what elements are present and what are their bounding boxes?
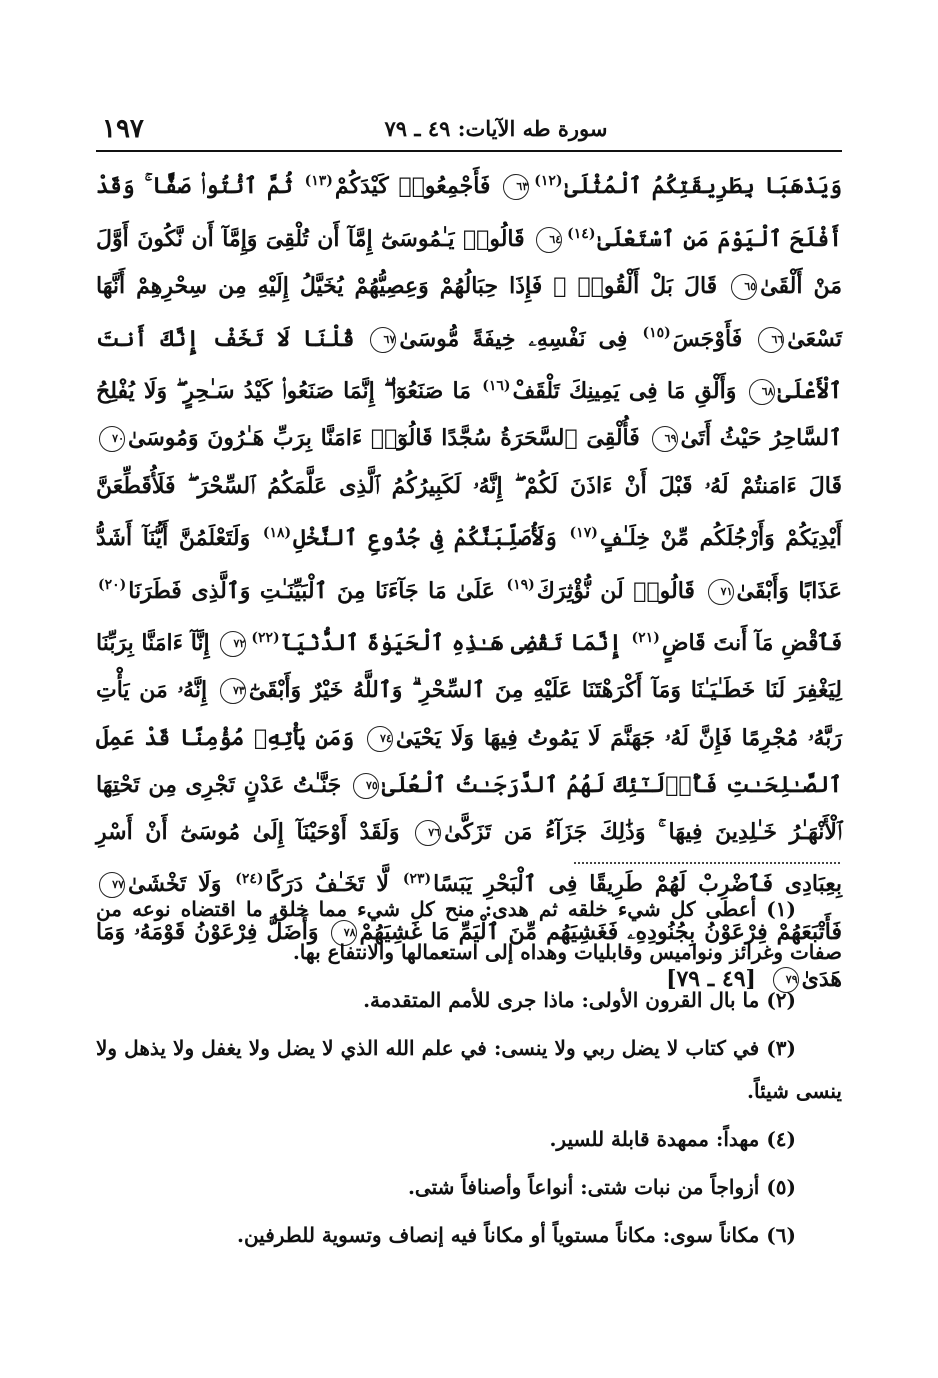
- verse-text: وَلَا تَخْشَىٰ: [128, 871, 222, 898]
- footnote-ref: (١٩): [506, 577, 535, 594]
- page-header: [96, 110, 842, 150]
- ayah-number-marker: ٧٦: [415, 820, 441, 846]
- verse-segment: [261, 525, 557, 551]
- ayah-number-marker: ٧٢: [220, 631, 246, 657]
- verse-text: فَأَوْجَسَ: [672, 325, 743, 352]
- verse-text: وَأَلْقِ مَا فِى يَمِينِكَ تَلْقَفْ: [512, 378, 737, 405]
- verse-text: مَا صَنَعُوٓا۟ ۖ إِنَّمَا صَنَعُوا۟ كَيْدُ سَـٰحِرٍ ۖ وَلَا يُفْلِحُ ٱلسَّاحِرُ حَيْثُ أَتَىٰ: [96, 378, 842, 452]
- verse-text: قُلْنَا لَا تَخَفْ إِنَّكَ أَنتَ ٱلْأَعْلَىٰ: [96, 325, 843, 405]
- verse-text: قَالَ بَلْ أَلْقُوا۟ ۖ فَإِذَا حِبَالُهُمْ وَعِصِيُّهُمْ يُخَيَّلُ إِلَيْهِ مِن سِحْرِهِمْ أَنَّهَا تَسْعَىٰ: [96, 273, 842, 352]
- verse-segment: [480, 378, 736, 404]
- verse-text: فَأُلْقِىَ ٱلسَّحَرَةُ سُجَّدًا قَالُوٓا۟ ءَامَنَّا بِرَبِّ هَـٰرُونَ وَمُوسَىٰ: [128, 425, 640, 452]
- footnote-ref: (١٨): [262, 524, 292, 541]
- verse-text: وَلَأُصَلِّبَنَّكُمْ فِى جُذُوعِ ٱلنَّخْلِ: [293, 525, 557, 552]
- footnote-ref: (٢٠): [98, 577, 127, 594]
- verse-segment: [500, 173, 842, 199]
- footnote-ref: (٢١): [631, 629, 660, 646]
- verse-text: إِنَّمَا تَقْضِى هَـٰذِهِ ٱلْحَيَوٰةَ ٱلدُّنْيَآ: [281, 630, 622, 657]
- footnote-ref: (٢٢): [251, 629, 280, 646]
- ayah-number-marker: ٦٣: [503, 174, 529, 200]
- verse-text: وَأَضَلَّ فِرْعَوْنُ قَوْمَهُۥ وَمَا هَدَىٰ: [96, 918, 842, 992]
- verse-text: وَلَقَدْ أَوْحَيْنَآ إِلَىٰ مُوسَىٰٓ أَنْ أَسْرِ بِعِبَادِى فَٱضْرِبْ لَهُمْ طَرِيقًا فِى ٱلْبَحْرِ يَبَسًا: [96, 818, 842, 898]
- verse-segment: [96, 578, 495, 604]
- verse-text: فِى نَفْسِهِۦ خِيفَةً مُّوسَىٰ: [399, 325, 628, 352]
- verse-text: إِنَّآ ءَامَنَّا بِرَبِّنَا لِيَغْفِرَ لَنَا خَطَـٰيَـٰنَا وَمَآ أَكْرَهْتَنَا عَلَيْهِ مِنَ ٱلسِّحْرِ ۗ وَٱللَّهُ خَيْرٌ وَأَبْقَىٰٓ: [96, 630, 842, 704]
- footnote-divider: [574, 862, 840, 864]
- page-number: ١٩٧: [102, 114, 144, 144]
- ayah-number-marker: ٦٩: [652, 426, 678, 452]
- verse-text: فَأَتْبَعَهُمْ فِرْعَوْنُ بِجُنُودِهِۦ فَغَشِيَهُم مِّنَ ٱلْيَمِّ مَا غَشِيَهُمْ: [359, 918, 842, 945]
- footnote-ref: (١٤): [567, 225, 596, 242]
- verse-text: عَلَىٰ مَا جَآءَنَا مِنَ ٱلْبَيِّنَـٰتِ وَٱلَّذِى فَطَرَنَا: [128, 577, 495, 604]
- verse-text: فَٱقْضِ مَآ أَنتَ قَاضٍ: [661, 630, 842, 657]
- verse-range-reference: [٤٩ ـ ٧٩]: [666, 965, 756, 992]
- surah-title: سورة طه الآيات: ٤٩ ـ ٧٩: [384, 116, 608, 141]
- verse-text: قَالَ ءَامَنتُمْ لَهُۥ قَبْلَ أَنْ ءَاذَنَ لَكُمْ ۖ إِنَّهُۥ لَكَبِيرُكُمُ ٱلَّذِى عَلَّمَكُمُ ٱلسِّحْرَ ۖ فَلَأُقَطِّعَنَّ أَيْدِيَكُمْ وَأَرْجُلَكُم مِّنْ خِلَـٰفٍ: [96, 472, 842, 552]
- footnote-item: (٢) ما بال القرون الأولى: ماذا جرى للأمم المتقدمة.: [363, 988, 796, 1012]
- ayah-number-marker: ٦٥: [731, 274, 757, 300]
- footnote-ref: (١٣): [304, 173, 333, 189]
- ayah-number-marker: ٦٦: [758, 327, 784, 353]
- footnote-ref: (١٦): [482, 377, 511, 394]
- ayah-number-marker: ٦٤: [536, 227, 562, 253]
- verse-text: جَنَّـٰتُ عَدْنٍ تَجْرِى مِن تَحْتِهَا ٱلْأَنْهَـٰرُ خَـٰلِدِينَ فِيهَا ۚ وَذَٰلِكَ جَزَآءُ مَن تَزَكَّىٰ: [96, 771, 842, 845]
- verse-segment: [303, 173, 491, 199]
- verse-text: لَّا تَخَـٰفُ دَرَكًا: [265, 871, 389, 898]
- ayah-number-marker: ٧٧: [99, 872, 125, 898]
- ayah-number-marker: ٧٣: [220, 678, 246, 704]
- verse-text: ثُمَّ ٱئْتُوا۟ صَفًّا ۚ وَقَدْ أَفْلَحَ ٱلْيَوْمَ مَنِ ٱسْتَعْلَىٰ: [96, 173, 842, 252]
- ayah-number-marker: ٧٤: [367, 726, 393, 752]
- ayah-number-marker: ٧٥: [353, 773, 379, 799]
- verse-segment: [630, 630, 842, 656]
- footnotes: [96, 888, 842, 1257]
- verse-text: وَمَن يَأْتِهِۦ مُؤْمِنًا قَدْ عَمِلَ ٱلصَّـٰلِحَـٰتِ فَأُو۟لَـٰٓئِكَ لَهُمُ ٱلدَّرَجَـٰتُ ٱلْعُلَىٰ: [96, 724, 843, 798]
- verse-segment: [217, 630, 621, 656]
- verse-text: وَيَذْهَبَا بِطَرِيقَتِكُمُ ٱلْمُثْلَىٰ: [564, 173, 842, 200]
- ayah-number-marker: ٦٧: [370, 327, 396, 353]
- verse-text: قَالُوا۟ يَـٰمُوسَىٰٓ إِمَّآ أَن تُلْقِىَ وَإِمَّآ أَن نَّكُونَ أَوَّلَ مَنْ أَلْقَىٰ: [96, 225, 842, 300]
- footnote-ref: (١٥): [642, 325, 671, 342]
- ayah-number-marker: ٧٨: [331, 920, 357, 946]
- footnote-ref: (١٢): [534, 173, 563, 189]
- footnote-item: (٥) أزواجاً من نبات شتى: أنواعاً وأصنافاً شتى.: [407, 1175, 796, 1199]
- verse-segment: [505, 578, 695, 604]
- verse-text: قَالُوا۟ لَن نُّؤْثِرَكَ: [536, 577, 695, 604]
- footnote-item: (١) أعطى كل شيء خلقه ثم هدى: منح كل شيء مما خلق ما اقتضاه نوعه من صفات وغرائز ونواميس وقابليات وهداه إلى استعمالها والانتفاع بها.: [96, 897, 842, 964]
- ayah-number-marker: ٧٠: [99, 426, 125, 452]
- footnote-ref: (١٧): [569, 524, 598, 541]
- header-divider: [96, 150, 842, 152]
- verse-text: فَأَجْمِعُوا۟ كَيْدَكُمْ: [334, 173, 491, 200]
- footnote-item: (٦) مكاناً سوى: مكاناً مستوياً أو مكاناً فيه إنصاف وتسوية للطرفين.: [236, 1223, 796, 1247]
- verse-segment: [96, 425, 640, 451]
- ayah-number-marker: ٧١: [708, 579, 734, 605]
- footnote-ref: (٢٣): [402, 871, 432, 888]
- verse-segment: [367, 326, 627, 352]
- ayah-number-marker: ٦٨: [749, 379, 775, 405]
- verse-segment: [640, 326, 742, 352]
- verse-text: وَلَتَعْلَمُنَّ أَيُّنَآ أَشَدُّ عَذَابًا وَأَبْقَىٰ: [96, 525, 842, 604]
- verse-text: إِنَّهُۥ مَن يَأْتِ رَبَّهُۥ مُجْرِمًا فَإِنَّ لَهُۥ جَهَنَّمَ لَا يَمُوتُ فِيهَا وَلَا يَحْيَىٰ: [96, 677, 842, 751]
- quran-verses: [96, 158, 842, 1003]
- footnote-item: (٣) في كتاب لا يضل ربي ولا ينسى: في علم الله الذي لا يضل ولا يغفل ولا يذهل ولا ينسى شيئاً.: [96, 1036, 842, 1103]
- footnote-ref: (٢٤): [235, 871, 264, 888]
- footnote-item: (٤) مهداً: ممهدة قابلة للسير.: [549, 1127, 796, 1151]
- ayah-number-marker: ٧٩: [773, 967, 799, 993]
